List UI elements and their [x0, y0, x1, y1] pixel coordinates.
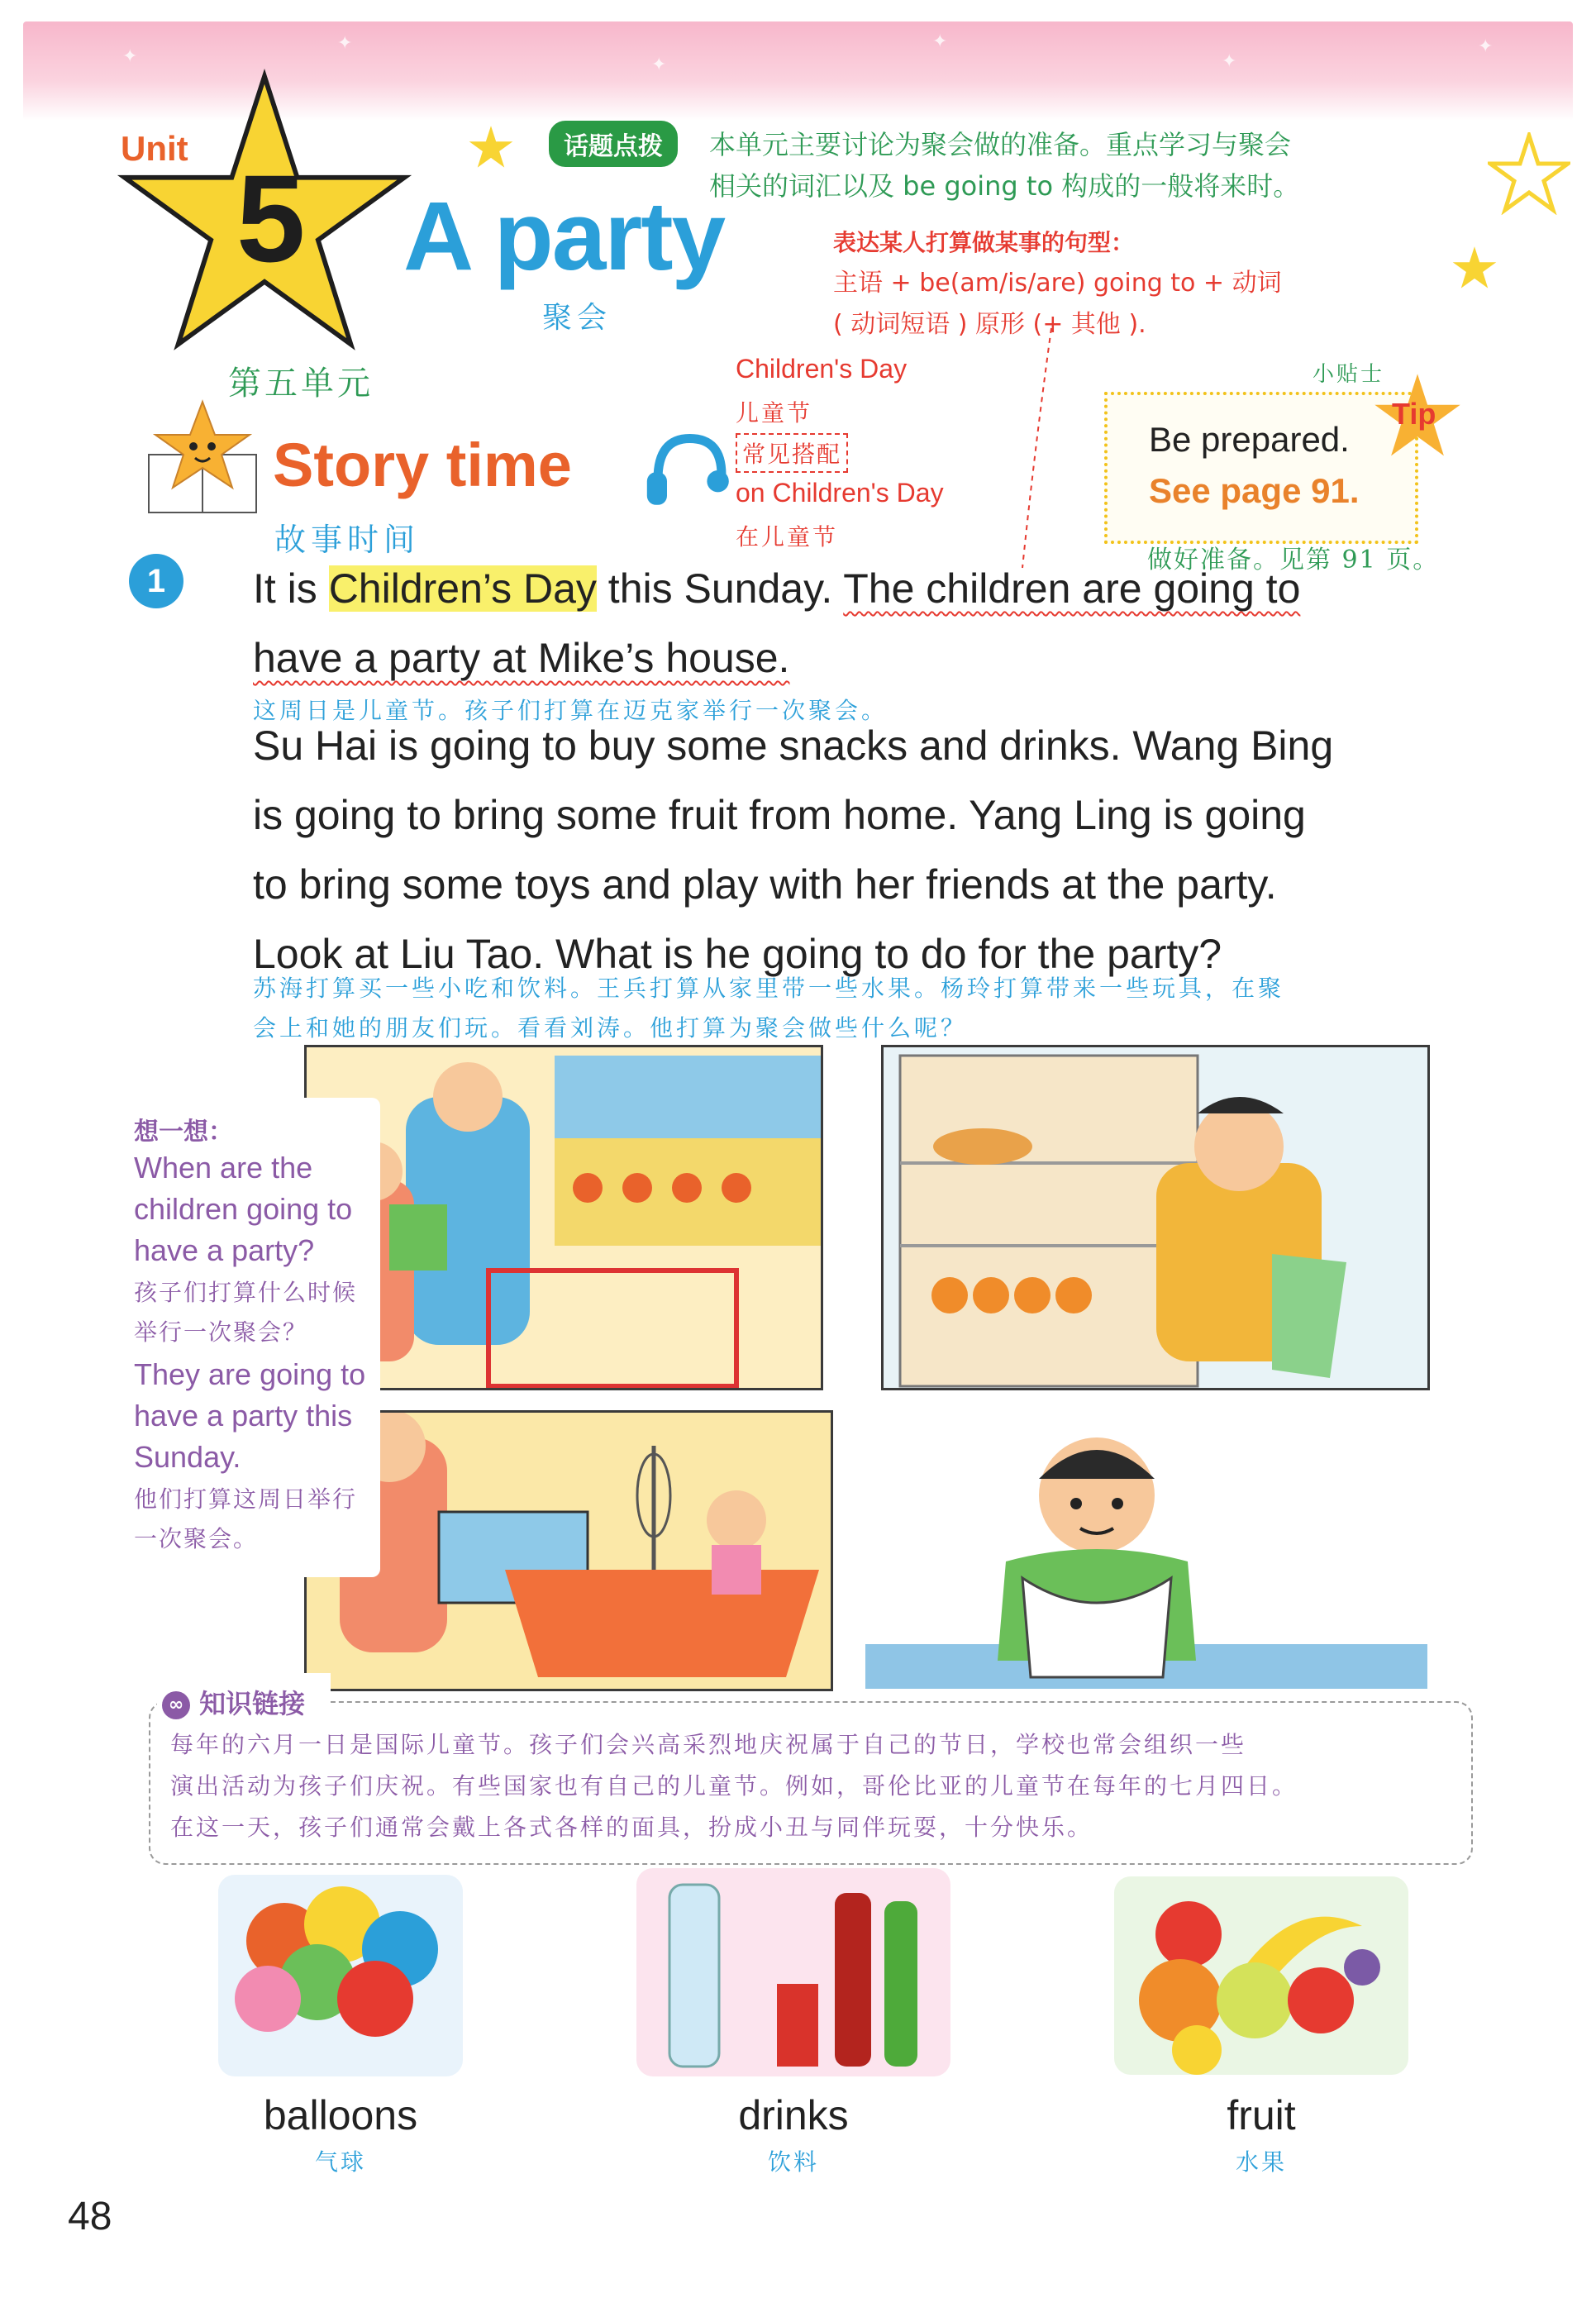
highlight-childrens-day: Children’s Day: [328, 565, 597, 612]
grammar-line: 主语 + be(am/is/are) going to + 动词: [833, 269, 1282, 298]
toys-scene-icon: [307, 1413, 833, 1691]
sparkle-icon: ✦: [1222, 51, 1237, 72]
story-line: Look at Liu Tao. What is he going to do for the party?: [253, 931, 1222, 977]
reading-star-mascot-icon: [132, 397, 273, 521]
knowledge-text: [170, 1724, 1460, 1848]
illustration-toys: [304, 1410, 833, 1691]
sparkle-icon: ✦: [1478, 36, 1494, 57]
topic-line: 相关的词汇以及 be going to 构成的一般将来时。: [709, 170, 1300, 202]
vocab-cn-fruit: 水果: [1235, 2148, 1287, 2176]
vocab-cn-drinks: 饮料: [767, 2148, 819, 2176]
boy-with-bag-icon: [865, 1413, 1430, 1691]
tip-line-2: See page 91.: [1149, 471, 1360, 510]
topic-line: 本单元主要讨论为聚会做的准备。重点学习与聚会: [709, 129, 1292, 160]
vocab-word-balloons: balloons: [263, 2092, 418, 2138]
on-childrens-day-note-cn: 在儿童节: [736, 523, 839, 551]
grammar-note-title: 表达某人打算做某事的句型：: [833, 229, 1135, 256]
think-answer: They are going to have a party this Sunday.: [134, 1357, 366, 1474]
tip-line-1: Be prepared.: [1149, 420, 1350, 459]
story-line: Su Hai is going to buy some snacks and drinks. Wang Bing: [253, 722, 1334, 769]
think-question: When are the children going to have a party?: [134, 1151, 353, 1267]
unit-number: 5: [236, 149, 306, 288]
supermarket-scene-icon: [307, 1047, 823, 1390]
unit-title-chinese: 聚会: [542, 301, 612, 335]
topic-text: [709, 124, 1436, 207]
topic-badge: 话题点拨: [549, 121, 678, 167]
story-translation-2: [253, 969, 1526, 1048]
vocab-cn-balloons: 气球: [314, 2148, 366, 2176]
grammar-line: ( 动词短语 ) 原形 (+ 其他 ).: [833, 310, 1146, 339]
tip-box: [1104, 392, 1418, 544]
story-translation-1: 这周日是儿童节。孩子们打算在迈克家举行一次聚会。: [253, 697, 889, 724]
fridge-scene-icon: [884, 1047, 1430, 1390]
tip-word: Tip: [1392, 397, 1436, 431]
knowledge-label: [162, 1683, 305, 1721]
illustration-fridge: [881, 1045, 1430, 1390]
story-time-heading: Story time: [273, 431, 572, 499]
page-number: 48: [68, 2195, 112, 2238]
unit-chinese-label: 第五单元: [228, 365, 374, 403]
unit-label: Unit: [121, 129, 188, 168]
link-icon: ∞: [162, 1691, 190, 1719]
vocab-picture-balloons: [218, 1875, 463, 2076]
illustration-liu-tao: [863, 1410, 1430, 1691]
sparkle-icon: ✦: [932, 31, 948, 52]
tip-small-label: 小贴士: [1313, 362, 1385, 387]
story-time-chinese: 故事时间: [274, 522, 421, 558]
think-question-cn: 孩子们打算什么时候举行一次聚会？: [134, 1279, 358, 1346]
unit-title: A party: [403, 182, 725, 291]
knowledge-label-text: 知识链接: [199, 1688, 306, 1719]
headphones-icon[interactable]: [640, 425, 731, 516]
illustration-supermarket: [304, 1045, 823, 1390]
story-text: It is: [253, 565, 329, 612]
vocab-picture-drinks: [636, 1868, 950, 2076]
story-text-underlined: have a party at Mike’s house.: [253, 635, 790, 681]
fruit-icon: [1114, 1876, 1408, 2075]
star-icon: [468, 124, 514, 170]
story-line: is going to bring some fruit from home. Yang Ling is going: [253, 792, 1306, 838]
drinks-icon: [636, 1868, 950, 2076]
translation-line: 会上和她的朋友们玩。看看刘涛。他打算为聚会做些什么呢？: [253, 1014, 968, 1042]
knowledge-line: 演出活动为孩子们庆祝。有些国家也有自己的儿童节。例如，哥伦比亚的儿童节在每年的七月四日。: [170, 1772, 1298, 1800]
section-number: 1: [129, 554, 183, 608]
vocab-word-drinks: drinks: [738, 2092, 849, 2138]
story-line: to bring some toys and play with her friends at the party.: [253, 861, 1277, 908]
think-heading: 想一想：: [134, 1118, 233, 1147]
grammar-note-body: [833, 263, 1412, 346]
sparkle-icon: ✦: [337, 33, 353, 54]
on-childrens-day-note: on Children's Day: [736, 478, 944, 508]
childrens-day-note-cn: 儿童节: [736, 399, 813, 427]
tip-chinese: 做好准备。见第 91 页。: [1147, 546, 1440, 574]
knowledge-line: 每年的六月一日是国际儿童节。孩子们会兴高采烈地庆祝属于自己的节日，学校也常会组织一些: [170, 1731, 1247, 1758]
knowledge-line: 在这一天，孩子们通常会戴上各式各样的面具，扮成小丑与同伴玩耍，十分快乐。: [170, 1814, 1093, 1841]
childrens-day-note: Children's Day: [736, 354, 908, 384]
dashed-connector: [1018, 324, 1068, 572]
story-text-underlined: The children are going to: [843, 565, 1301, 612]
sparkle-icon: ✦: [651, 55, 667, 75]
vocab-picture-fruit: [1114, 1876, 1408, 2075]
translation-line: 苏海打算买一些小吃和饮料。王兵打算从家里带一些水果。杨玲打算带来一些玩具，在聚: [253, 975, 1285, 1002]
story-text: this Sunday.: [596, 565, 844, 612]
think-answer-cn: 他们打算这周日举行一次聚会。: [134, 1485, 358, 1552]
story-paragraph-2: [253, 711, 1476, 989]
star-icon: [1451, 245, 1498, 291]
star-outline-icon: [1488, 132, 1570, 215]
balloons-icon: [218, 1875, 463, 2076]
story-paragraph-1: [253, 554, 1476, 693]
vocab-word-fruit: fruit: [1227, 2092, 1296, 2138]
common-phrase-label: 常见搭配: [736, 433, 848, 473]
sparkle-icon: ✦: [122, 46, 138, 67]
